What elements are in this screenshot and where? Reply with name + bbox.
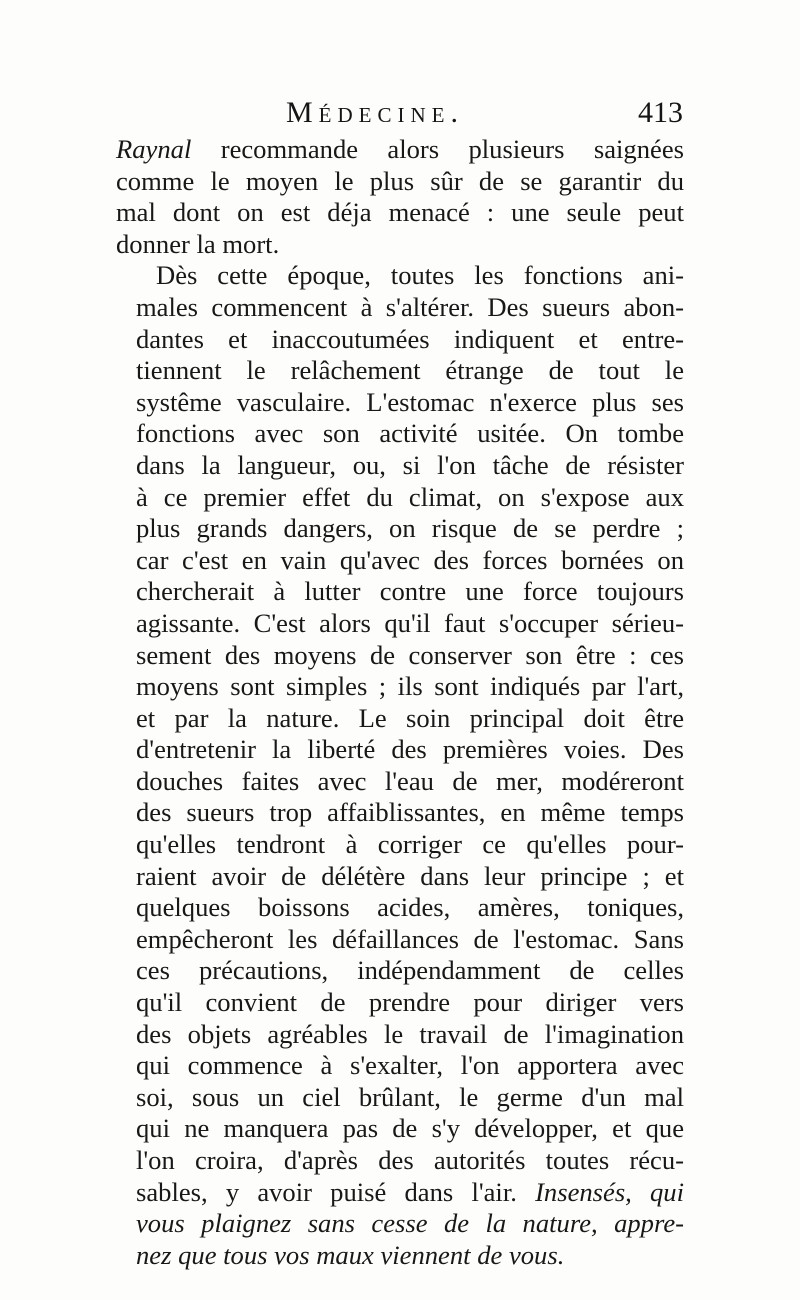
text-run: tiennent le relâchement étrange de tout le <box>136 355 684 386</box>
text-line <box>116 797 684 829</box>
text-run: quelques boissons acides, amères, toniques, <box>136 892 684 923</box>
text-run: des objets agréables le travail de l'imagination <box>136 1018 684 1049</box>
text-line <box>116 766 684 798</box>
text-line <box>116 734 684 766</box>
text-run: qu'elles tendront à corriger ce qu'elles pour- <box>136 829 684 860</box>
text-run: à ce premier effet du climat, on s'expose aux <box>136 481 684 512</box>
text-line <box>116 1240 684 1272</box>
text-line <box>116 640 684 672</box>
italic-text: Raynal <box>116 134 192 164</box>
text-run: mal dont on est déja menacé : une seule peut <box>116 197 684 228</box>
running-head: Médecine. <box>286 96 464 129</box>
text-line <box>116 229 684 261</box>
italic-text: Insensés, qui <box>535 1176 684 1207</box>
text-run: l'on croira, d'après des autorités toutes récu- <box>136 1145 684 1175</box>
text-line <box>116 260 684 292</box>
text-line <box>116 955 684 987</box>
text-line <box>116 197 684 229</box>
text-line <box>116 1145 684 1177</box>
text-run: et par la nature. Le soin principal doit être <box>136 702 684 733</box>
text-run: sement des moyens de conserver son être : ces <box>136 639 684 670</box>
text-line <box>116 513 684 545</box>
text-line <box>116 292 684 324</box>
text-run: qui ne manquera pas de s'y développer, et que <box>136 1113 684 1144</box>
text-run: qui commence à s'exalter, l'on apportera avec <box>136 1050 684 1081</box>
text-run: des sueurs trop affaiblissantes, en même temps <box>136 797 684 828</box>
text-line <box>116 892 684 924</box>
text-line <box>116 545 684 577</box>
text-run: donner la mort. <box>116 228 280 259</box>
italic-text: vous plaignez sans cesse de la nature, appre- <box>136 1208 684 1239</box>
text-line <box>116 134 684 166</box>
text-line <box>116 324 684 356</box>
text-run: ces précautions, indépendamment de celles <box>136 955 684 986</box>
paragraph <box>116 134 684 260</box>
text-run: recommande alors plusieurs saignées <box>191 134 684 164</box>
text-line <box>116 1082 684 1114</box>
text-run: comme le moyen le plus sûr de se garantir du <box>116 165 684 196</box>
text-run: soi, sous un ciel brûlant, le germe d'un mal <box>136 1081 684 1112</box>
text-line <box>116 861 684 893</box>
text-line <box>116 1019 684 1051</box>
text-line <box>116 829 684 861</box>
text-run: qu'il convient de prendre pour diriger vers <box>136 987 684 1018</box>
text-line <box>116 576 684 608</box>
text-run: plus grands dangers, on risque de se perdre ; <box>136 513 684 544</box>
text-line <box>116 671 684 703</box>
paragraph <box>116 260 684 1271</box>
text-run: dans la langueur, ou, si l'on tâche de résister <box>136 449 684 480</box>
text-line <box>116 355 684 387</box>
text-line <box>116 166 684 198</box>
text-run: raient avoir de délétère dans leur principe ; et <box>136 860 684 891</box>
text-line <box>116 1113 684 1145</box>
text-run: Dès cette époque, toutes les fonctions ani- <box>156 260 684 291</box>
text-line <box>116 1208 684 1240</box>
text-line <box>116 387 684 419</box>
italic-text: nez que tous vos maux viennent de vous. <box>136 1239 565 1270</box>
text-run: dantes et inaccoutumées indiquent et entre- <box>136 323 684 354</box>
body-text <box>116 134 684 1271</box>
text-run: moyens sont simples ; ils sont indiqués par l'art, <box>136 671 684 702</box>
text-run: sables, y avoir puisé dans l'air. <box>136 1176 536 1207</box>
text-run: systême vasculaire. L'estomac n'exerce plus ses <box>136 386 684 417</box>
text-run: empêcheront les défaillances de l'estomac. Sans <box>136 923 684 954</box>
page-number: 413 <box>638 96 683 129</box>
text-line <box>116 418 684 450</box>
text-run: douches faites avec l'eau de mer, modéreront <box>136 765 684 796</box>
text-line <box>116 608 684 640</box>
text-line <box>116 924 684 956</box>
text-line <box>116 987 684 1019</box>
text-line <box>116 1177 684 1209</box>
text-run: car c'est en vain qu'avec des forces bornées on <box>136 544 684 575</box>
text-line <box>116 482 684 514</box>
text-run: d'entretenir la liberté des premières voies. Des <box>136 734 684 765</box>
text-run: fonctions avec son activité usitée. On tombe <box>136 418 684 449</box>
text-line <box>116 703 684 735</box>
text-run: agissante. C'est alors qu'il faut s'occuper sérieu- <box>136 607 684 638</box>
text-run: males commencent à s'altérer. Des sueurs abon- <box>136 291 684 322</box>
page-header <box>118 96 683 136</box>
text-line <box>116 450 684 482</box>
text-run: chercherait à lutter contre une force toujours <box>136 576 684 607</box>
text-line <box>116 1050 684 1082</box>
